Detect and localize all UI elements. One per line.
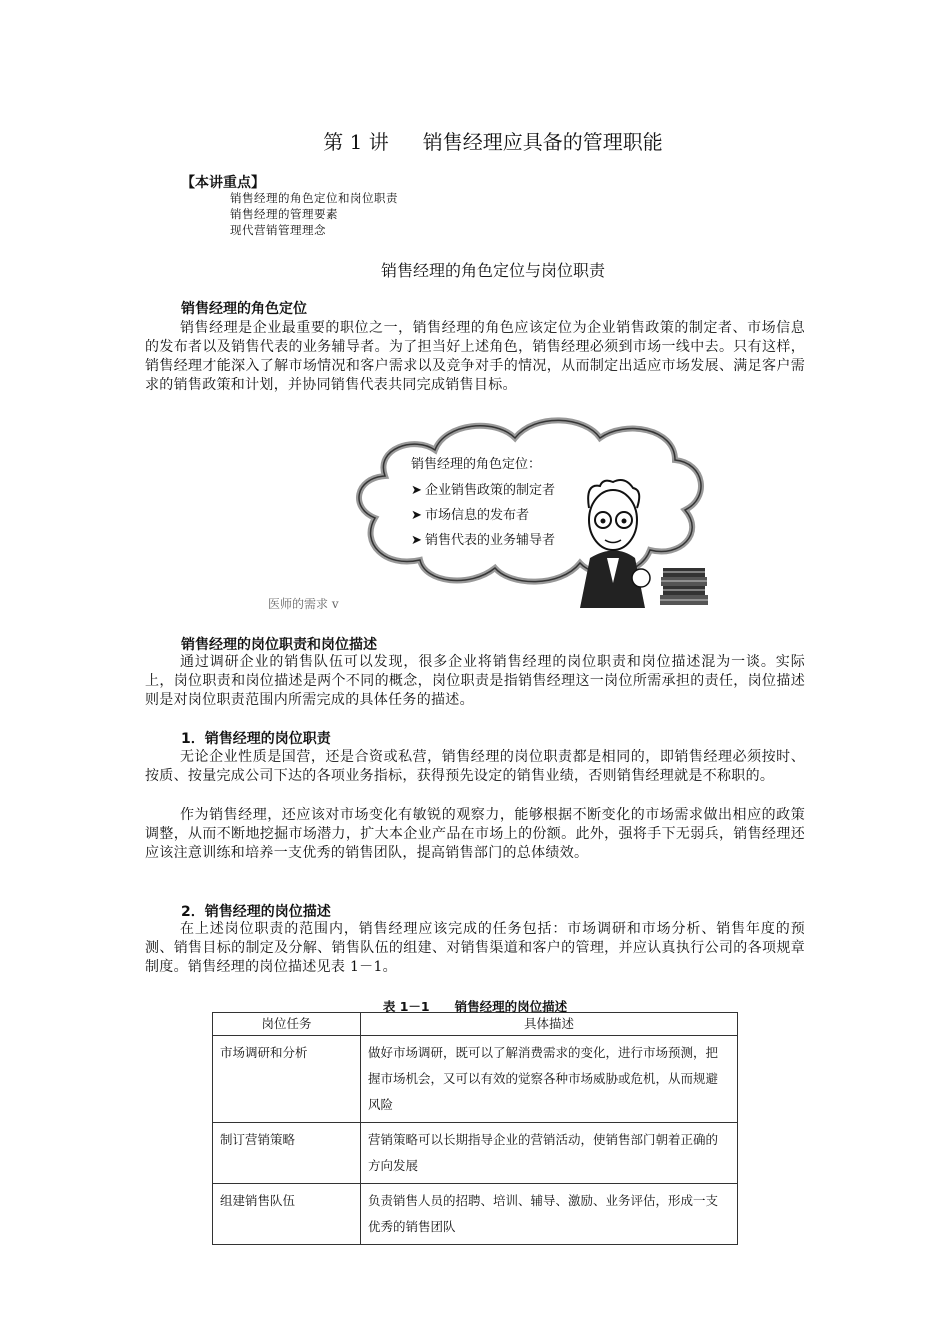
- focus-item: 销售经理的角色定位和岗位职责: [230, 191, 398, 205]
- role-paragraph: 销售经理是企业最重要的职位之一，销售经理的角色应该定位为企业销售政策的制定者、市场信息的发布者以及销售代表的业务辅导者。为了担当好上述角色，销售经理必须到市场一线中去。只有这样，销售经理才能深入了解市场情况和客户需求以及竞争对手的情况，从而制定出适应市场发展、满足客户需求的销售政策和计划，并协同销售代表共同完成销售目标。: [145, 320, 805, 393]
- sub2-paragraph: 在上述岗位职责的范围内，销售经理应该完成的任务包括：市场调研和市场分析、销售年度的预测、销售目标的制定及分解、销售队伍的组建、对销售渠道和客户的管理，并应认真执行公司的各项规章制度。销售经理的岗位描述见表 1－1。: [145, 921, 805, 975]
- focus-item: 现代营销管理理念: [230, 223, 326, 237]
- table-row: [213, 1036, 738, 1123]
- bubble-bullet: ➤: [411, 508, 422, 523]
- job-description-table: [212, 1012, 738, 1245]
- sub1-heading: 1．销售经理的岗位职责: [181, 731, 331, 747]
- table-cell: 组建销售队伍: [213, 1184, 361, 1245]
- role-heading: 销售经理的角色定位: [181, 301, 307, 317]
- table-header: 岗位任务: [213, 1013, 361, 1036]
- bubble-item: 销售代表的业务辅导者: [425, 533, 556, 548]
- table-cell: 负责销售人员的招聘、培训、辅导、激励、业务评估，形成一支优秀的销售团队: [361, 1184, 738, 1245]
- role-illustration: [345, 408, 725, 610]
- bubble-bullet: ➤: [411, 483, 422, 498]
- table-cell: 营销策略可以长期指导企业的营销活动，使销售部门朝着正确的方向发展: [361, 1123, 738, 1184]
- sub2-heading: 2．销售经理的岗位描述: [181, 904, 331, 920]
- lecture-number: 第 1 讲: [323, 130, 389, 154]
- bubble-bullet: ➤: [411, 533, 422, 548]
- page-title: [0, 126, 950, 155]
- table-header: 具体描述: [361, 1013, 738, 1036]
- table-caption: 表 1－1 销售经理的岗位描述: [382, 999, 568, 1014]
- focus-item: 销售经理的管理要素: [230, 207, 338, 221]
- table-cell: 制订营销策略: [213, 1123, 361, 1184]
- duty-paragraph: 通过调研企业的销售队伍可以发现，很多企业将销售经理的岗位职责和岗位描述混为一谈。实际上，岗位职责和岗位描述是两个不同的概念，岗位职责是指销售经理这一岗位所需承担的责任，岗位描述则是对岗位职责范围内所需完成的具体任务的描述。: [145, 654, 805, 708]
- duty-heading: 销售经理的岗位职责和岗位描述: [181, 637, 377, 653]
- books-icon: [660, 568, 708, 605]
- lecture-title: 销售经理应具备的管理职能: [422, 130, 663, 154]
- table-cell: 做好市场调研，既可以了解消费需求的变化，进行市场预测，把握市场机会，又可以有效的觉察各种市场威胁或危机，从而规避风险: [361, 1036, 738, 1123]
- table-row: [213, 1184, 738, 1245]
- figure-caption: 医师的需求 v: [268, 597, 339, 611]
- table-cell: 市场调研和分析: [213, 1036, 361, 1123]
- bubble-item: 企业销售政策的制定者: [425, 483, 556, 498]
- section-title: 销售经理的角色定位与岗位职责: [380, 261, 605, 280]
- sub1-paragraph: 无论企业性质是国营，还是合资或私营，销售经理的岗位职责都是相同的，即销售经理必须按时、按质、按量完成公司下达的各项业务指标，获得预先设定的销售业绩，否则销售经理就是不称职的。: [145, 749, 805, 784]
- table-header-row: [213, 1013, 738, 1036]
- table-row: [213, 1123, 738, 1184]
- focus-heading: 【本讲重点】: [181, 175, 265, 191]
- bubble-item: 市场信息的发布者: [425, 508, 530, 523]
- sub1-paragraph: 作为销售经理，还应该对市场变化有敏锐的观察力，能够根据不断变化的市场需求做出相应的政策调整，从而不断地挖掘市场潜力，扩大本企业产品在市场上的份额。此外，强将手下无弱兵，销售经理还应该注意训练和培养一支优秀的销售团队，提高销售部门的总体绩效。: [145, 807, 805, 861]
- bubble-heading: 销售经理的角色定位：: [411, 457, 542, 472]
